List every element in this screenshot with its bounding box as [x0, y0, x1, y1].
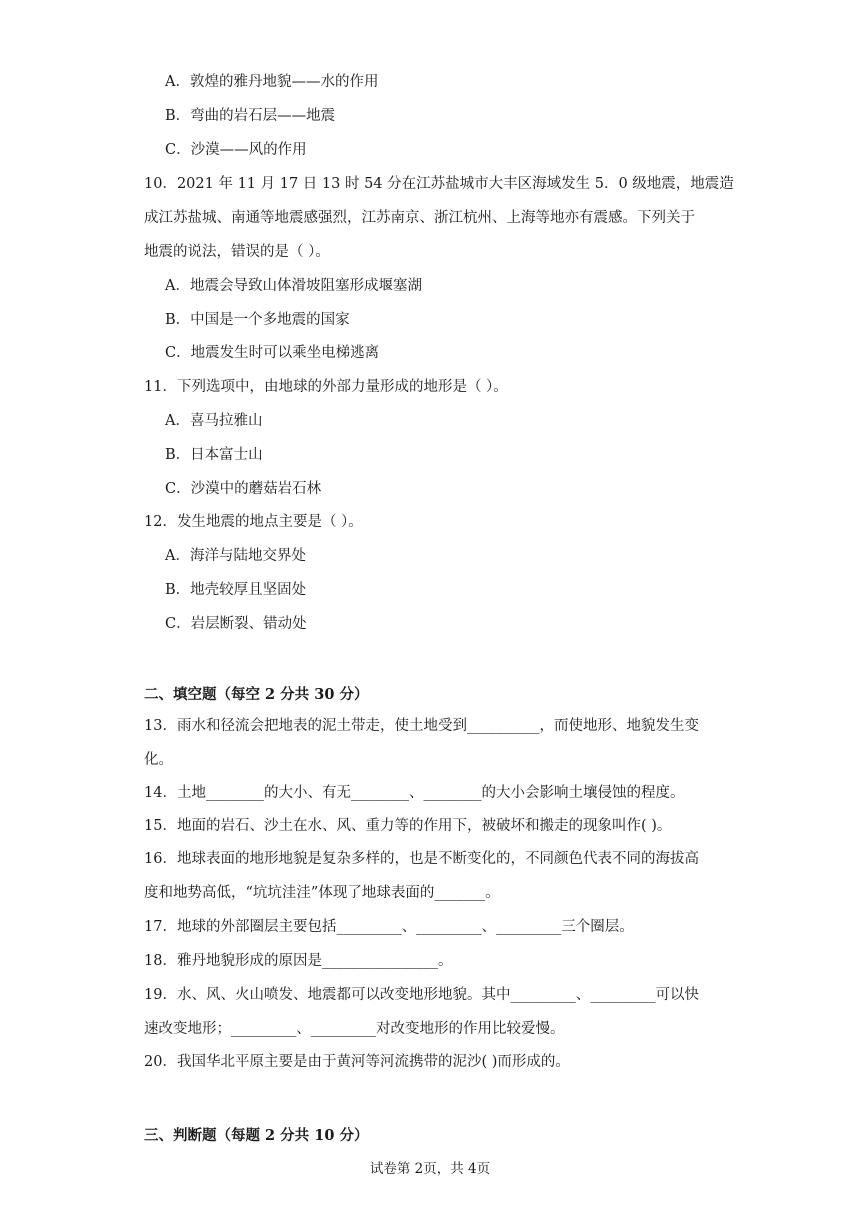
- q9-option-a: A．敦煌的雅丹地貌——水的作用: [165, 74, 379, 90]
- page-footer: 试卷第 2页，共 4页: [369, 1161, 491, 1177]
- q9-option-b: B．弯曲的岩石层——地震: [165, 108, 336, 124]
- q10-stem-line-2: 成江苏盐城、南通等地震感强烈，江苏南京、浙江杭州、上海等地亦有震感。下列关于: [144, 210, 695, 226]
- q19-line-1: 19．水、风、火山喷发、地震都可以改变地形地貌。其中_________、_________可以快: [144, 987, 699, 1003]
- q11-option-a: A．喜马拉雅山: [165, 413, 263, 429]
- section2-heading: 二、填空题（每空 2 分共 30 分）: [144, 686, 369, 703]
- q9-option-c: C．沙漠——风的作用: [165, 142, 307, 158]
- q12-stem: 12．发生地震的地点主要是（ ）。: [144, 514, 363, 530]
- q11-stem: 11．下列选项中，由地球的外部力量形成的地形是（ ）。: [144, 379, 508, 395]
- q19-line-2: 速改变地形；_________、_________对改变地形的作用比较爱慢。: [144, 1021, 565, 1037]
- q11-option-b: B．日本富士山: [165, 447, 263, 463]
- q13-line-2: 化。: [144, 752, 173, 768]
- q12-option-a: A．海洋与陆地交界处: [165, 548, 306, 564]
- q16-line-1: 16．地球表面的地形地貌是复杂多样的，也是不断变化的，不同颜色代表不同的海拔高: [144, 851, 699, 867]
- q16-line-2: 度和地势高低，“坑坑洼洼”体现了地球表面的_______。: [144, 885, 500, 901]
- q10-option-c: C．地震发生时可以乘坐电梯逃离: [165, 345, 380, 361]
- q10-option-b: B．中国是一个多地震的国家: [165, 312, 350, 328]
- q14-line: 14．土地________的大小、有无________、________的大小会影响土壤侵蚀的程度。: [144, 785, 685, 801]
- q10-stem-line-3: 地震的说法，错误的是（ ）。: [144, 244, 330, 260]
- section3-heading: 三、判断题（每题 2 分共 10 分）: [144, 1127, 369, 1144]
- q11-option-c: C．沙漠中的蘑菇岩石林: [165, 481, 322, 497]
- q12-option-c: C．岩层断裂、错动处: [165, 616, 307, 632]
- q17-line: 17．地球的外部圈层主要包括_________、_________、_________三个圈层。: [144, 919, 634, 935]
- q12-option-b: B．地壳较厚且坚固处: [165, 582, 307, 598]
- q18-line: 18．雅丹地貌形成的原因是________________。: [144, 953, 453, 969]
- q20-line: 20．我国华北平原主要是由于黄河等河流携带的泥沙( )而形成的。: [144, 1054, 570, 1070]
- q10-option-a: A．地震会导致山体滑坡阻塞形成堰塞湖: [165, 278, 422, 294]
- q10-stem-line-1: 10．2021 年 11 月 17 日 13 时 54 分在江苏盐城市大丰区海域发生 5．0 级地震，地震造: [144, 176, 734, 192]
- q15-line: 15．地面的岩石、沙土在水、风、重力等的作用下，被破坏和搬走的现象叫作( )。: [144, 818, 672, 834]
- q13-line-1: 13．雨水和径流会把地表的泥土带走，使土地受到__________，而使地形、地貌发生变: [144, 718, 699, 734]
